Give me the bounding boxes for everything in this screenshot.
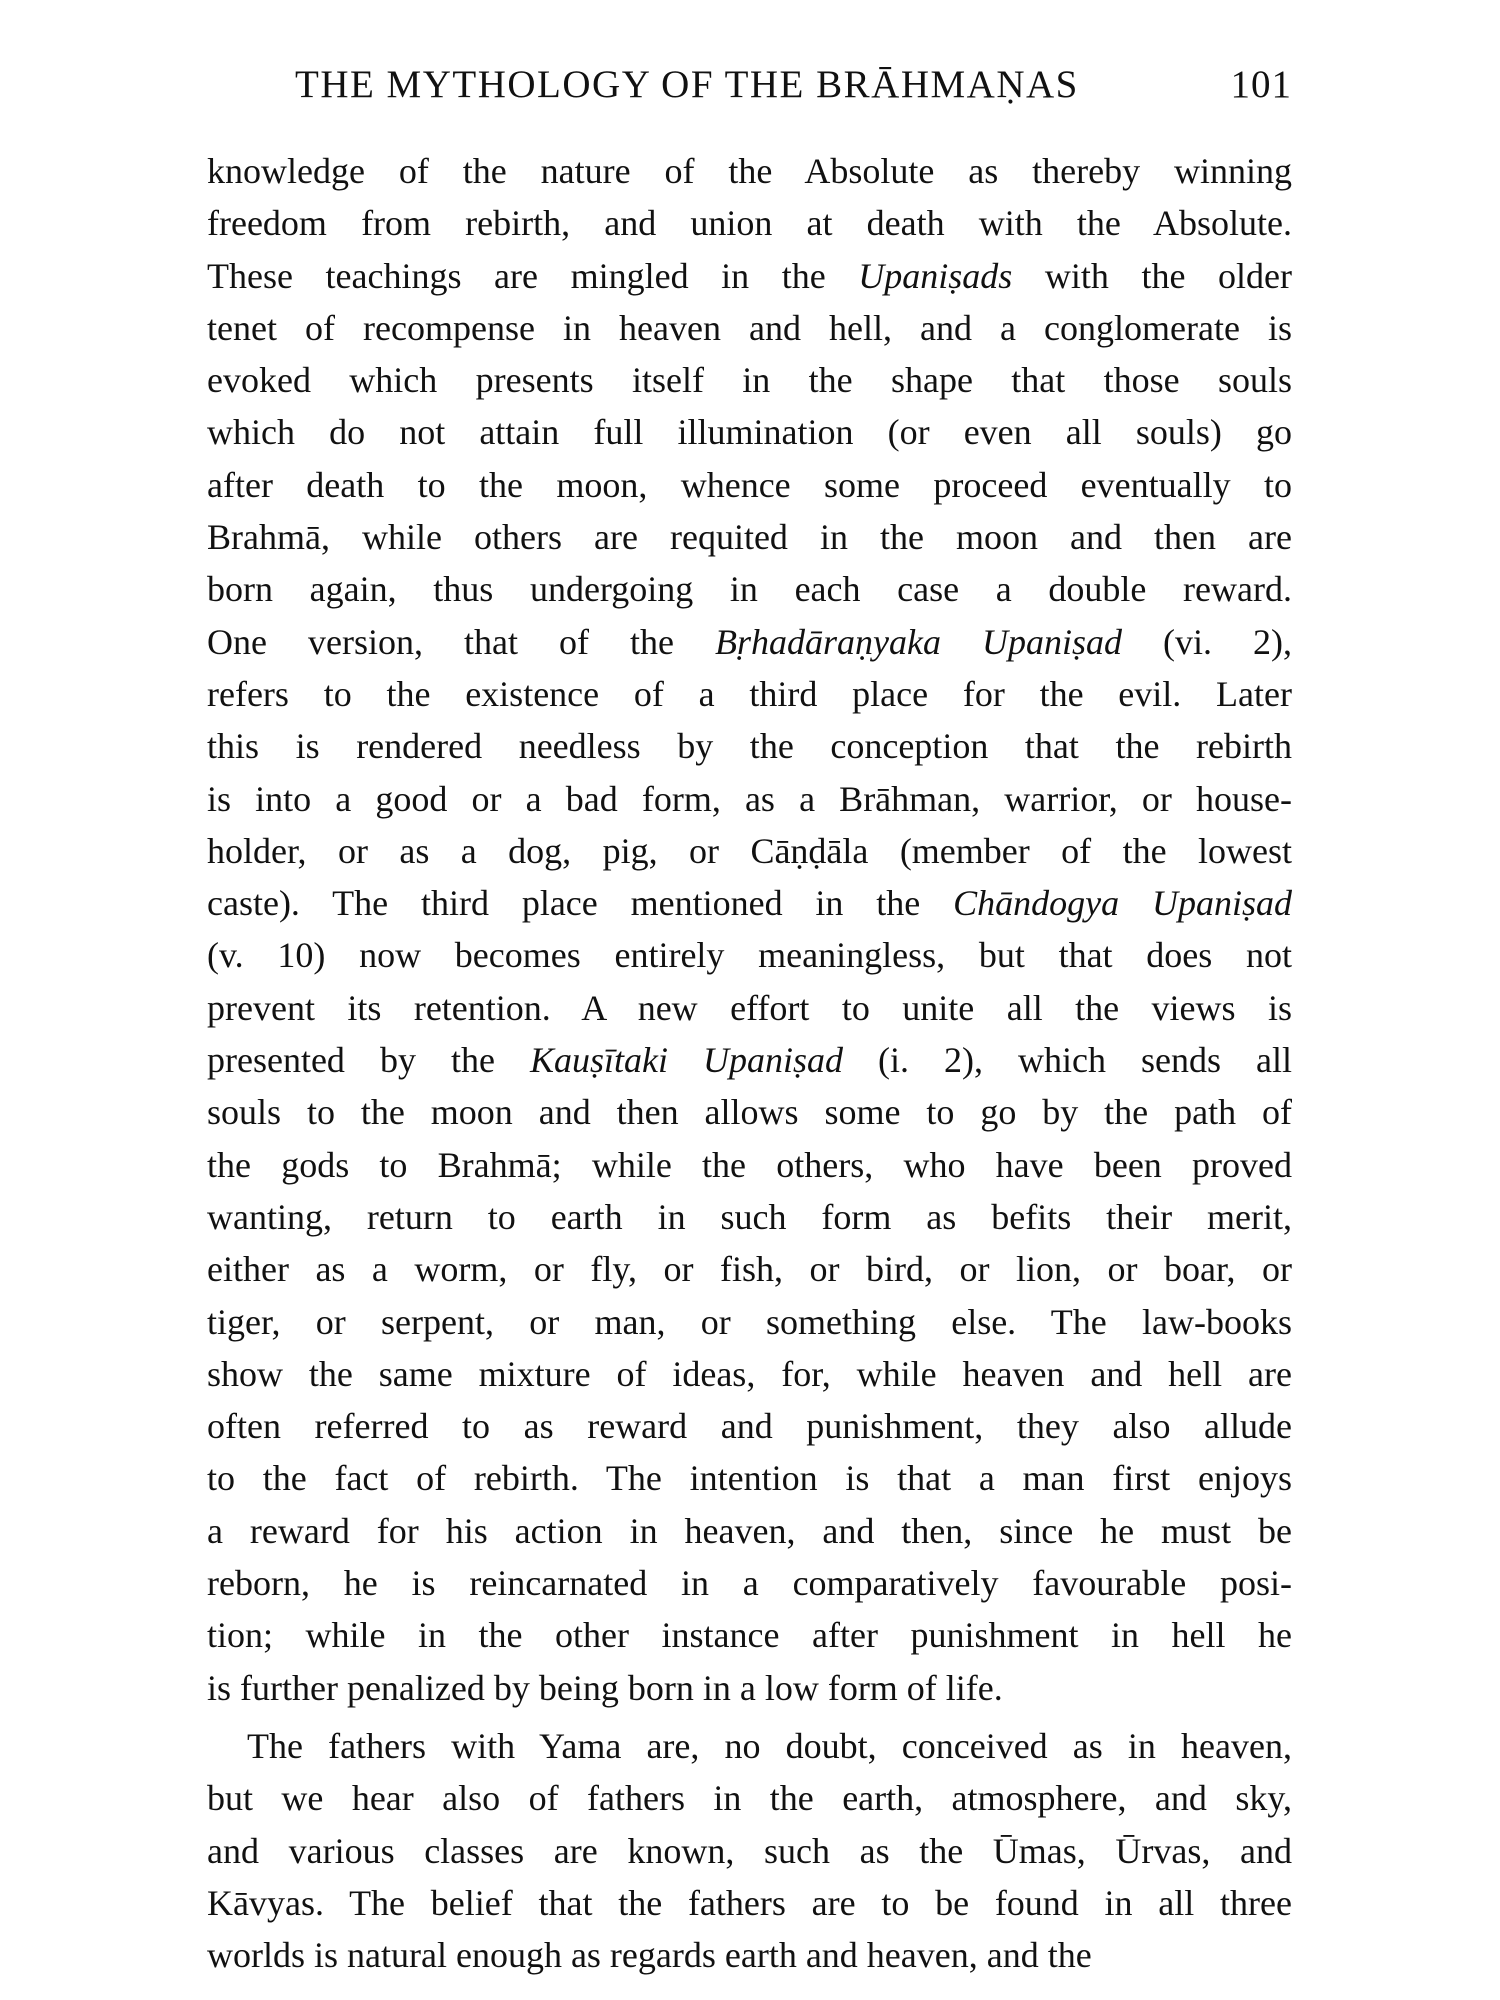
text-segment: worlds is natural enough as regards earth and heaven, and the bbox=[207, 1935, 1092, 1976]
text-segment: which do not attain full illumination (or even all souls) go bbox=[207, 412, 1292, 453]
text-line bbox=[207, 406, 1292, 458]
text-line bbox=[207, 1034, 1292, 1086]
text-segment: to the fact of rebirth. The intention is that a man first enjoys bbox=[207, 1458, 1292, 1499]
text-segment: One version, that of the bbox=[207, 621, 715, 662]
text-segment: freedom from rebirth, and union at death with the Absolute. bbox=[207, 203, 1292, 244]
page-number: 101 bbox=[1230, 63, 1292, 106]
body-text bbox=[207, 145, 1292, 1981]
text-segment: tenet of recompense in heaven and hell, and a conglomerate is bbox=[207, 307, 1292, 348]
text-line bbox=[207, 668, 1292, 720]
text-segment: Kāvyas. The belief that the fathers are to be found in all three bbox=[207, 1882, 1292, 1923]
text-line bbox=[207, 302, 1292, 354]
text-line bbox=[207, 1400, 1292, 1452]
text-line bbox=[207, 1662, 1292, 1714]
text-line bbox=[207, 250, 1292, 302]
text-line bbox=[207, 459, 1292, 511]
text-segment: holder, or as a dog, pig, or Cāṇḍāla (member of the lowest bbox=[207, 830, 1292, 871]
text-line bbox=[207, 1929, 1292, 1981]
text-line bbox=[207, 563, 1292, 615]
text-segment: this is rendered needless by the conception that the rebirth bbox=[207, 726, 1292, 767]
text-line bbox=[207, 354, 1292, 406]
text-segment: These teachings are mingled in the bbox=[207, 255, 859, 296]
text-segment: The fathers with Yama are, no doubt, conceived as in heaven, bbox=[247, 1725, 1292, 1766]
text-segment: is into a good or a bad form, as a Brāhman, warrior, or house- bbox=[207, 778, 1292, 819]
text-line bbox=[207, 825, 1292, 877]
text-line bbox=[207, 1557, 1292, 1609]
paragraph bbox=[207, 1720, 1292, 1981]
text-line bbox=[207, 773, 1292, 825]
text-segment: (i. 2), which sends all bbox=[843, 1040, 1292, 1081]
text-segment: with the older bbox=[1012, 255, 1292, 296]
text-segment: tiger, or serpent, or man, or something else. The law-books bbox=[207, 1301, 1292, 1342]
text-segment: wanting, return to earth in such form as befits their merit, bbox=[207, 1196, 1292, 1237]
paragraph bbox=[207, 145, 1292, 1714]
text-segment: but we hear also of fathers in the earth, atmosphere, and sky, bbox=[207, 1778, 1292, 1819]
text-line bbox=[207, 1772, 1292, 1824]
text-line bbox=[207, 145, 1292, 197]
text-line bbox=[207, 1348, 1292, 1400]
italic-title: Bṛhadāraṇyaka Upaniṣad bbox=[714, 621, 1122, 662]
text-line bbox=[207, 982, 1292, 1034]
text-line bbox=[207, 877, 1292, 929]
text-line bbox=[207, 1609, 1292, 1661]
text-line bbox=[207, 1243, 1292, 1295]
italic-title: Kauṣītaki Upaniṣad bbox=[529, 1040, 843, 1081]
italic-title: Upaniṣads bbox=[858, 255, 1013, 296]
text-segment: knowledge of the nature of the Absolute as thereby winning bbox=[207, 151, 1292, 191]
text-line bbox=[207, 929, 1292, 981]
text-segment: after death to the moon, whence some proceed eventually to bbox=[207, 464, 1292, 505]
text-line bbox=[207, 1086, 1292, 1138]
text-segment: born again, thus undergoing in each case a double reward. bbox=[207, 569, 1292, 610]
text-line bbox=[207, 1296, 1292, 1348]
text-segment: caste). The third place mentioned in the bbox=[207, 883, 954, 924]
text-segment: show the same mixture of ideas, for, while heaven and hell are bbox=[207, 1353, 1292, 1394]
text-segment: souls to the moon and then allows some to go by the path of bbox=[207, 1092, 1292, 1133]
text-segment: and various classes are known, such as the Ūmas, Ūrvas, and bbox=[207, 1830, 1292, 1871]
text-segment: is further penalized by being born in a low form of life. bbox=[207, 1667, 1003, 1708]
book-page bbox=[207, 40, 1292, 1976]
running-title: THE MYTHOLOGY OF THE BRĀHMAṆAS bbox=[295, 63, 1079, 106]
text-segment: refers to the existence of a third place for the evil. Later bbox=[207, 673, 1292, 714]
text-line bbox=[207, 1877, 1292, 1929]
text-segment: the gods to Brahmā; while the others, who have been proved bbox=[207, 1144, 1292, 1185]
text-segment: evoked which presents itself in the shape that those souls bbox=[207, 360, 1292, 401]
text-line bbox=[207, 197, 1292, 249]
text-segment: (vi. 2), bbox=[1121, 621, 1292, 662]
text-line bbox=[207, 1825, 1292, 1877]
text-segment: prevent its retention. A new effort to unite all the views is bbox=[207, 987, 1292, 1028]
text-segment: Brahmā, while others are requited in the moon and then are bbox=[207, 517, 1292, 558]
text-line bbox=[207, 511, 1292, 563]
text-line bbox=[207, 1452, 1292, 1504]
text-segment: often referred to as reward and punishment, they also allude bbox=[207, 1406, 1292, 1447]
text-line bbox=[207, 1139, 1292, 1191]
text-line bbox=[207, 616, 1292, 668]
text-line bbox=[207, 1720, 1292, 1772]
text-segment: (v. 10) now becomes entirely meaningless, but that does not bbox=[207, 935, 1292, 976]
text-line bbox=[207, 720, 1292, 772]
text-segment: tion; while in the other instance after punishment in hell he bbox=[207, 1615, 1292, 1656]
italic-title: Chāndogya Upaniṣad bbox=[953, 883, 1292, 924]
text-line bbox=[207, 1191, 1292, 1243]
text-segment: presented by the bbox=[207, 1040, 530, 1081]
running-head bbox=[207, 62, 1292, 122]
text-line bbox=[207, 1505, 1292, 1557]
text-segment: reborn, he is reincarnated in a comparatively favourable posi- bbox=[207, 1563, 1292, 1604]
text-segment: either as a worm, or fly, or fish, or bird, or lion, or boar, or bbox=[207, 1249, 1292, 1290]
text-segment: a reward for his action in heaven, and then, since he must be bbox=[207, 1510, 1292, 1551]
